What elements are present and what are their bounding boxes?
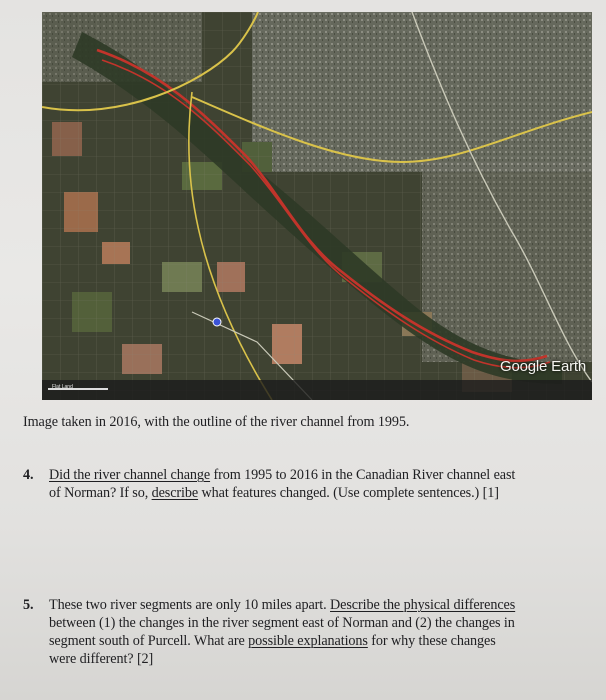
image-caption: Image taken in 2016, with the outline of the river channel from 1995. xyxy=(23,414,410,430)
underlined-phrase: Describe the physical differences xyxy=(330,597,516,613)
question-number: 4. xyxy=(23,467,34,483)
underlined-phrase: possible explanations xyxy=(248,633,368,649)
scale-label: Flat Land xyxy=(52,384,73,390)
text-run: segment south of Purcell. What are xyxy=(49,633,249,649)
text-run: These two river segments are only 10 miles apart. xyxy=(49,597,331,613)
underlined-phrase: describe xyxy=(151,485,199,501)
satellite-image xyxy=(42,12,592,400)
question-4 xyxy=(23,466,603,502)
text-run: what features changed. (Use complete sentences.) [1] xyxy=(198,485,499,501)
question-text xyxy=(49,596,603,668)
underlined-phrase: Did the river channel change xyxy=(49,467,211,483)
question-text xyxy=(49,466,603,502)
google-earth-logo: Google Earth xyxy=(500,358,586,375)
text-run: were different? [2] xyxy=(49,651,154,667)
text-run: from 1995 to 2016 in the Canadian River channel east xyxy=(210,467,516,483)
text-run: between (1) the changes in the river segment east of Norman and (2) the changes in xyxy=(49,615,515,631)
question-5 xyxy=(23,596,603,668)
text-run: for why these changes xyxy=(367,633,496,649)
question-number: 5. xyxy=(23,597,34,613)
satellite-map-graphic xyxy=(42,12,592,400)
text-run: of Norman? If so, xyxy=(49,485,152,501)
